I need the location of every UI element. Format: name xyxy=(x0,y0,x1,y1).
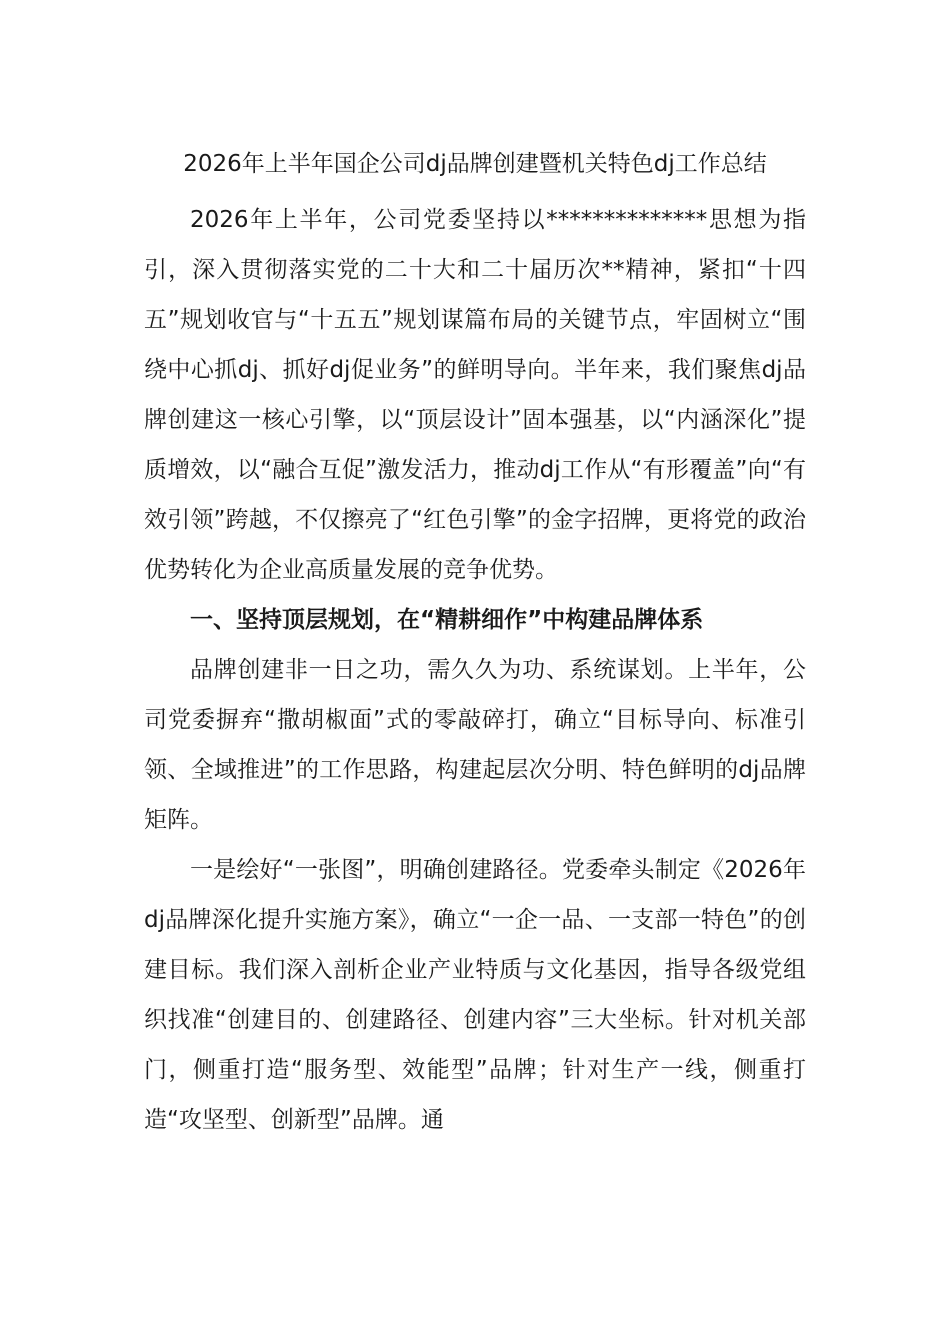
section1-paragraph-2: 一是绘好“一张图”，明确创建路径。党委牵头制定《2026年dj品牌深化提升实施方案》，确立“一企一品、一支部一特色”的创建目标。我们深入剖析企业产业特质与文化基因，指导各级党组织找准“创建目的、创建路径、创建内容”三大坐标。针对机关部门，侧重打造“服务型、效能型”品牌；针对生产一线，侧重打造“攻坚型、创新型”品牌。通 xyxy=(144,857,806,1133)
intro-paragraph: 2026年上半年，公司党委坚持以**************思想为指引，深入贯彻落实党的二十大和二十届历次**精神，紧扣“十四五”规划收官与“十五五”规划谋篇布局的关键节点，牢固树立“围绕中心抓dj、抓好dj促业务”的鲜明导向。半年来，我们聚焦dj品牌创建这一核心引擎，以“顶层设计”固本强基，以“内涵深化”提质增效，以“融合互促”激发活力，推动dj工作从“有形覆盖”向“有效引领”跨越，不仅擦亮了“红色引擎”的金字招牌，更将党的政治优势转化为企业高质量发展的竞争优势。 xyxy=(144,207,806,583)
section1-paragraph-1: 品牌创建非一日之功，需久久为功、系统谋划。上半年，公司党委摒弃“撒胡椒面”式的零敲碎打，确立“目标导向、标准引领、全域推进”的工作思路，构建起层次分明、特色鲜明的dj品牌矩阵。 xyxy=(144,657,806,833)
section-heading-1: 一、坚持顶层规划，在“精耕细作”中构建品牌体系 xyxy=(190,607,704,633)
document-body xyxy=(144,145,806,1145)
document-title: 2026年上半年国企公司dj品牌创建暨机关特色dj工作总结 xyxy=(183,151,767,177)
